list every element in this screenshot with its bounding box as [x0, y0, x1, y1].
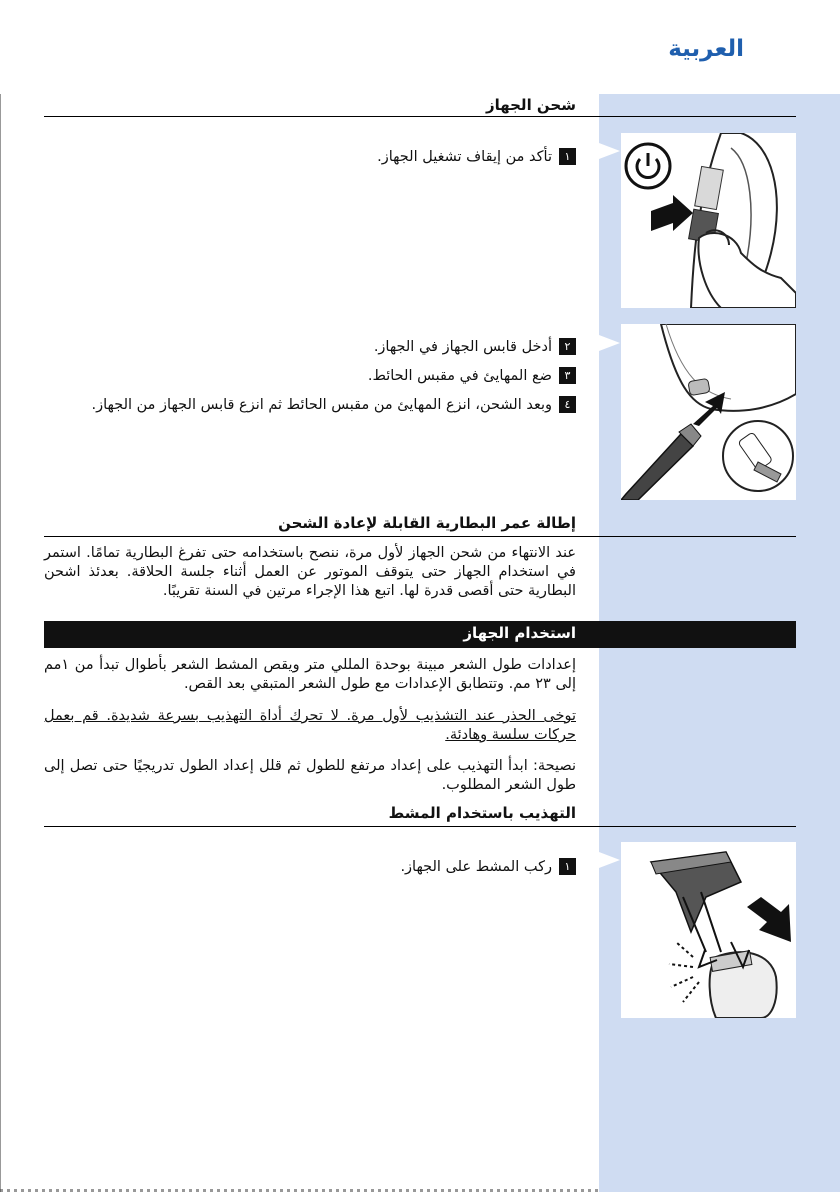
section-title-battery: إطالة عمر البطارية القابلة لإعادة الشحن — [278, 514, 576, 532]
section-title-comb: التهذيب باستخدام المشط — [388, 804, 576, 822]
step-text: تأكد من إيقاف تشغيل الجهاز. — [377, 148, 552, 165]
charging-step-3 — [368, 367, 576, 384]
margin-rule — [0, 94, 1, 1192]
step-number: ٢ — [559, 338, 576, 355]
charging-step-4 — [92, 396, 576, 413]
attach-comb-illustration — [621, 842, 796, 1018]
tip-paragraph: نصيحة: ابدأ التهذيب على إعداد مرتفع للطول ثم قلل إعداد الطول تدريجيًا حتى تصل إلى طول الشعر المطلوب. — [44, 758, 576, 793]
figure-pointer — [599, 143, 620, 159]
step-number: ١ — [559, 858, 576, 875]
figure-pointer — [599, 335, 620, 351]
settings-paragraph: إعدادات طول الشعر مبينة بوحدة المللي متر ويقص المشط الشعر بأطوال تبدأ من ١مم إلى ٢٣ مم. وتتطابق الإعدادات مع طول الشعر المتبقي بعد القص. — [44, 657, 576, 692]
power-off-illustration — [621, 133, 796, 308]
comb-step-1 — [400, 858, 576, 875]
section-rule — [44, 826, 796, 827]
charging-step-1 — [377, 148, 576, 165]
section-rule — [44, 536, 796, 537]
step-number: ١ — [559, 148, 576, 165]
section-title-use: استخدام الجهاز — [463, 624, 576, 642]
caution-paragraph — [44, 707, 576, 745]
step-number: ٣ — [559, 367, 576, 384]
battery-paragraph: عند الانتهاء من شحن الجهاز لأول مرة، ننصح باستخدامه حتى تفرغ البطارية تمامًا. استمر في استخدام الجهاز حتى يتوقف الموتور عن العمل أثناء جلسة الحلاقة. بعدئذ اشحن البطارية حتى أقصى قدرة لها. اتبع هذا الإجراء مرتين في السنة تقريبًا. — [44, 545, 576, 599]
step-text: أدخل قابس الجهاز في الجهاز. — [373, 338, 552, 355]
charging-step-2 — [374, 338, 576, 355]
figure-pointer — [599, 852, 620, 868]
charging-illustration — [621, 324, 796, 500]
section-title-charging: شحن الجهاز — [485, 96, 576, 114]
caution-text: توخى الحذر عند التشذيب لأول مرة. لا تحرك أداة التهذيب بسرعة شديدة. قم بعمل حركات سلسة وهادئة. — [44, 708, 576, 743]
step-text: وبعد الشحن، انزع المهايئ من مقبس الحائط ثم انزع قابس الجهاز من الجهاز. — [91, 396, 552, 413]
language-title: العربية — [668, 36, 744, 62]
illustration-power-off — [621, 133, 796, 308]
step-number: ٤ — [559, 396, 576, 413]
step-text: ركب المشط على الجهاز. — [400, 858, 552, 875]
illustration-attach-comb — [621, 842, 796, 1018]
step-text: ضع المهايئ في مقبس الحائط. — [367, 367, 552, 384]
section-bar-use — [44, 621, 796, 648]
section-rule — [44, 116, 796, 117]
illustration-charging — [621, 324, 796, 500]
